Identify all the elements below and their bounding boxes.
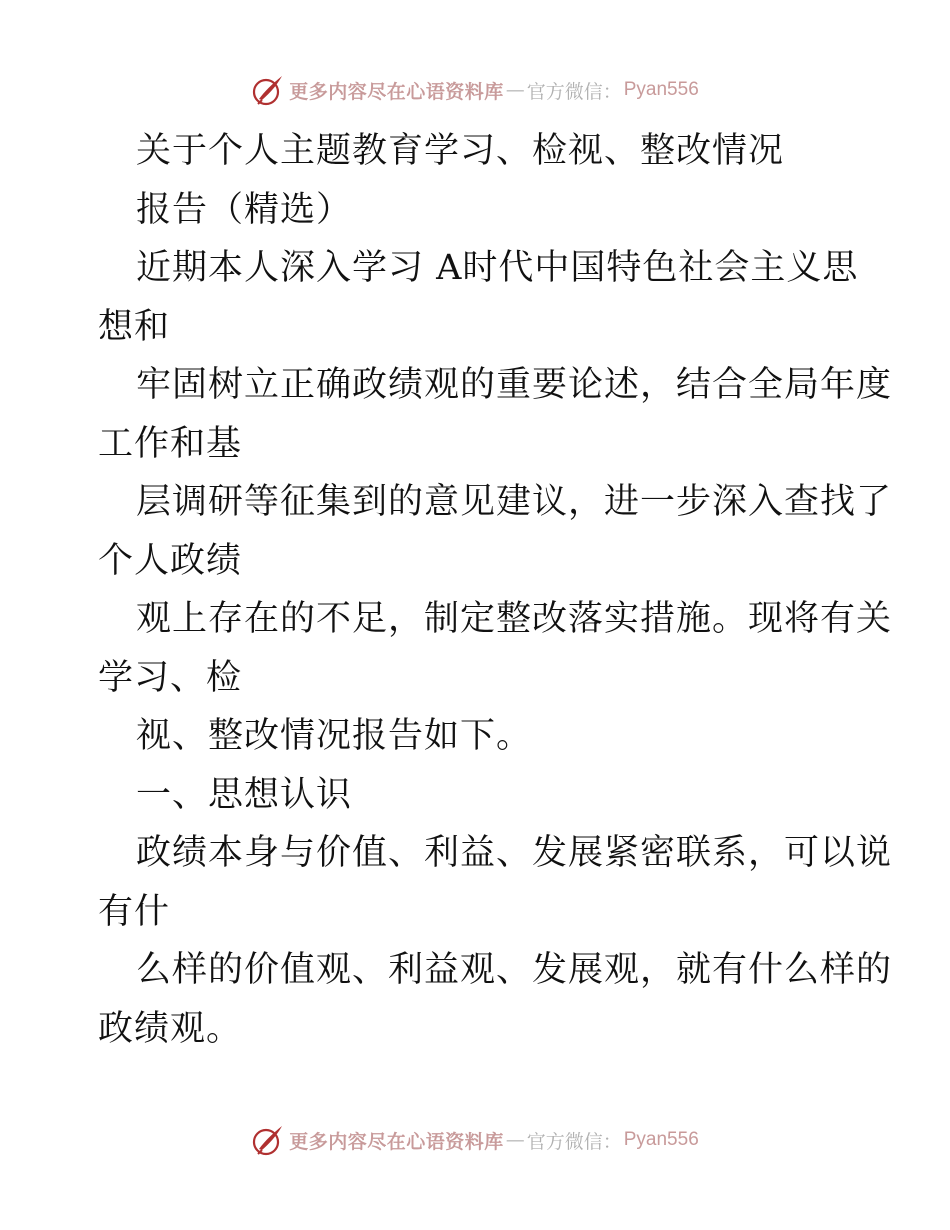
watermark-dash: — <box>505 79 525 101</box>
body-line: 么样的价值观、利益观、发展观，就有什么样的 <box>136 950 893 990</box>
header-watermark <box>0 70 950 110</box>
body-line: 层调研等征集到的意见建议，进一步深入查找了 <box>136 482 893 522</box>
body-line: 牢固树立正确政绩观的重要论述，结合全局年度 <box>136 365 893 405</box>
document-title-line-2: 报告（精选） <box>136 189 353 230</box>
body-line: 想和 <box>98 306 171 347</box>
section-heading: 一、思想认识 <box>136 774 353 815</box>
quill-pen-icon <box>251 1123 285 1157</box>
body-line: 工作和基 <box>98 423 243 464</box>
body-line: 有什 <box>98 891 171 932</box>
document-title-line-1: 关于个人主题教育学习、检视、整改情况 <box>136 131 785 171</box>
watermark-official-text: 官方微信： <box>526 1130 622 1153</box>
watermark-site-text: 更多内容尽在心语资料库 <box>289 1130 504 1153</box>
body-line: 政绩本身与价值、利益、发展紧密联系，可以说 <box>136 833 893 873</box>
watermark-official-text: 官方微信： <box>526 80 622 103</box>
footer-watermark <box>0 1120 950 1160</box>
watermark-wechat-id: Pyan556 <box>623 79 699 100</box>
body-line: 个人政绩 <box>98 540 243 581</box>
body-line: 学习、检 <box>98 657 243 698</box>
watermark-site-text: 更多内容尽在心语资料库 <box>289 80 504 103</box>
watermark-wechat-id: Pyan556 <box>623 1129 699 1150</box>
quill-pen-icon <box>251 73 285 107</box>
watermark-dash: — <box>505 1129 525 1151</box>
body-line: 政绩观。 <box>98 1008 243 1049</box>
body-line: 近期本人深入学习 A时代中国特色社会主义思 <box>136 248 859 288</box>
document-body <box>98 122 893 1058</box>
body-line: 观上存在的不足，制定整改落实措施。现将有关 <box>136 599 893 639</box>
body-line: 视、整改情况报告如下。 <box>136 716 533 756</box>
